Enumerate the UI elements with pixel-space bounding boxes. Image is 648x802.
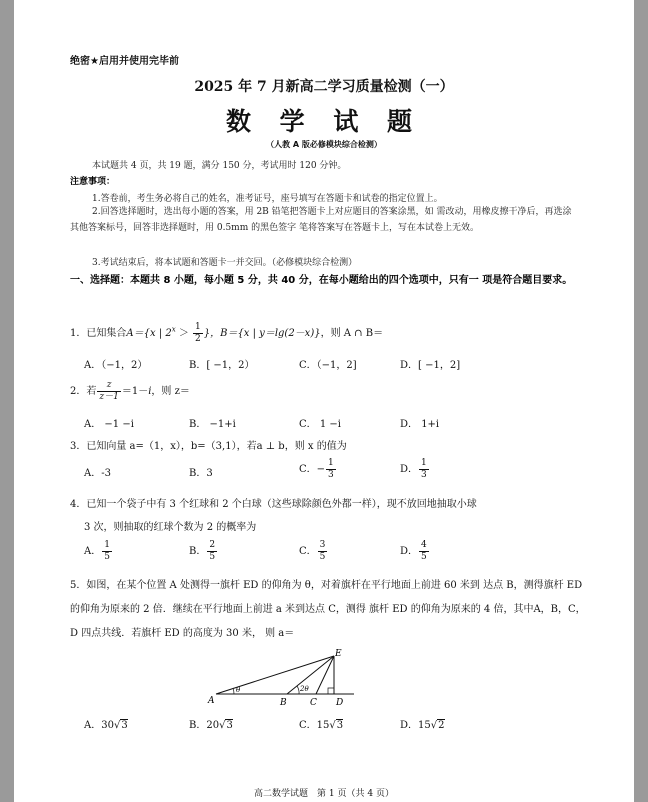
q4-d-fraction	[419, 540, 429, 563]
angle-arc-b	[297, 686, 299, 694]
q2-prefix: 2．若	[70, 386, 97, 397]
q1-gt: ＞	[175, 328, 192, 339]
q4-option-a	[84, 540, 113, 563]
q2-option-c: C． 1 −i	[299, 419, 341, 430]
q3-option-b: B．3	[189, 468, 213, 479]
intro-text: 本试题共 4 页，共 19 题，满分 150 分，考试用时 120 分钟。	[92, 161, 347, 171]
q2-option-d: D． 1+i	[400, 419, 440, 430]
q3-c-den: 3	[328, 470, 334, 480]
q4-a-den: 5	[104, 552, 110, 562]
sight-line-a	[216, 656, 334, 694]
q3-option-d-fraction	[419, 458, 429, 481]
q1-option-a: A．（−1，2）	[84, 360, 148, 371]
question-3: 3．已知向量 a=（1，x），b=（3,1），若a ⊥ b，则 x 的值为	[70, 441, 347, 452]
question-2	[70, 380, 190, 403]
sight-line-b	[287, 656, 334, 694]
q2-i: i	[148, 386, 152, 397]
q5-option-a: A．30√3	[84, 720, 128, 731]
note-1: 1.答卷前，考生务必将自己的姓名，准考证号，座号填写在答题卡和试卷的指定位置上。	[92, 194, 443, 204]
q5-option-b: B．20√3	[189, 720, 233, 731]
angle-arc-a	[233, 688, 234, 694]
subject-title: 数 学 试 题	[225, 107, 423, 136]
label-a: A	[208, 696, 215, 706]
q2-frac-den: z－1	[99, 392, 119, 402]
q3-d-den: 3	[421, 470, 427, 480]
q1-option-d: D．[ −1，2]	[400, 360, 461, 371]
elevation-figure	[204, 648, 374, 708]
question-4-line-1: 4．已知一个袋子中有 3 个红球和 2 个白球（这些球除颜色外都一样），现不放回地抽取小球	[70, 499, 477, 510]
q3-option-c-label: C．−	[299, 464, 326, 475]
q1-prefix: 1．已知集合	[70, 328, 127, 339]
exam-page	[14, 0, 634, 802]
q4-d-den: 5	[421, 552, 427, 562]
question-4-line-2: 3 次，则抽取的红球个数为 2 的概率为	[84, 522, 257, 533]
q1-set-a: A＝{x | 2	[126, 328, 172, 339]
q4-a-fraction	[102, 540, 112, 563]
q3-option-c	[299, 458, 337, 481]
q4-d-label: D．	[400, 546, 419, 557]
q5-c-label: C．15	[299, 720, 330, 731]
q5-option-c: C．15√3	[299, 720, 344, 731]
q1-exponent: x	[171, 325, 176, 334]
q2-frac-num: z	[97, 380, 120, 392]
q4-option-d	[400, 540, 430, 563]
section-heading: 一、选择题：本题共 8 小题，每小题 5 分，共 40 分，在每小题给出的四个选项中，只有一 项是符合题目要求。	[70, 275, 573, 286]
q1-half-num: 1	[195, 322, 201, 332]
label-e: E	[335, 649, 342, 659]
q2-mid: ＝1－	[121, 386, 149, 397]
q5-b-label: B．20	[189, 720, 220, 731]
right-angle-mark	[328, 688, 334, 694]
q4-b-fraction	[207, 540, 217, 563]
q3-option-a: A．-3	[84, 468, 111, 479]
q4-c-den: 5	[319, 552, 326, 562]
q4-option-b	[189, 540, 218, 563]
q4-c-fraction	[318, 540, 328, 563]
q3-c-num: 1	[328, 458, 334, 468]
notes-title: 注意事项：	[70, 177, 116, 187]
q2-option-b: B． −1+i	[189, 419, 236, 430]
note-2: 2.回答选择题时，选出每小题的答案，用 2B 铅笔把答题卡上对应题目的答案涂黑，如 需改动，用橡皮擦干净后，再选涂其他答案标号，回答非选择题时，用 0.5mm 的黑色签字 笔将答案写在答题卡上，写在本试卷上无效。	[70, 207, 572, 233]
q1-set-b: }，B＝{x | y＝lg(2－x)}	[203, 328, 321, 339]
label-d: D	[336, 698, 344, 708]
q2-option-a: A． −1 −i	[84, 419, 134, 430]
q3-option-d-label: D．	[400, 464, 419, 475]
label-c: C	[310, 698, 317, 708]
q3-option-d	[400, 458, 430, 481]
q4-a-num: 1	[104, 540, 110, 550]
q4-b-label: B．	[189, 546, 207, 557]
q1-option-b: B．[ −1，2）	[189, 360, 255, 371]
q5-d-radicand: 2	[438, 720, 445, 731]
q4-c-num: 3	[319, 540, 326, 550]
q3-option-c-fraction	[326, 458, 336, 481]
question-1	[70, 322, 383, 345]
q5-option-d: D．15√2	[400, 720, 445, 731]
q2-fraction	[97, 380, 120, 403]
q5-c-radicand: 3	[336, 720, 344, 731]
secrecy-label: 绝密★启用并使用完毕前	[70, 56, 179, 67]
q5-b-radicand: 3	[226, 720, 233, 731]
q4-b-den: 5	[209, 552, 216, 562]
q4-d-num: 4	[421, 540, 427, 550]
edition-label: （人教 A 版必修模块综合检测）	[266, 140, 382, 149]
q4-b-num: 2	[209, 540, 216, 550]
label-theta: θ	[236, 686, 241, 694]
q4-c-label: C．	[299, 546, 317, 557]
q4-option-c	[299, 540, 328, 563]
page-footer: 高二数学试题 第 1 页（共 4 页）	[254, 789, 394, 799]
question-5: 5．如图，在某个位置 A 处测得一旗杆 ED 的仰角为 θ，对着旗杆在平行地面上前进 60 米到 达点 B，测得旗杆 ED 的仰角为原来的 2 倍．继续在平行地面上前进 a 米到达点 C，测得 旗杆 ED 的仰角为原来的 4 倍，其中A，B，C，D 四点共线．若旗杆 ED 的高度为 30 米， 则 a＝	[70, 580, 586, 639]
note-3: 3.考试结束后，将本试题和答题卡一并交回。（必修模块综合检测）	[92, 258, 358, 268]
q4-a-label: A．	[84, 546, 102, 557]
label-two-theta: 2θ	[300, 685, 309, 693]
q1-half-fraction	[193, 322, 203, 345]
q2-suffix: ，则 z＝	[151, 386, 190, 397]
label-b: B	[280, 698, 287, 708]
q3-d-num: 1	[421, 458, 427, 468]
q1-option-c: C．（−1，2]	[299, 360, 357, 371]
q1-half-den: 2	[195, 334, 201, 344]
q5-a-radicand: 3	[121, 720, 128, 731]
q5-d-label: D．15	[400, 720, 431, 731]
q5-a-label: A．30	[84, 720, 114, 731]
exam-title: 2025 年 7 月新高二学习质量检测（一）	[194, 79, 454, 95]
q1-suffix: ，则 A ∩ B＝	[320, 328, 384, 339]
